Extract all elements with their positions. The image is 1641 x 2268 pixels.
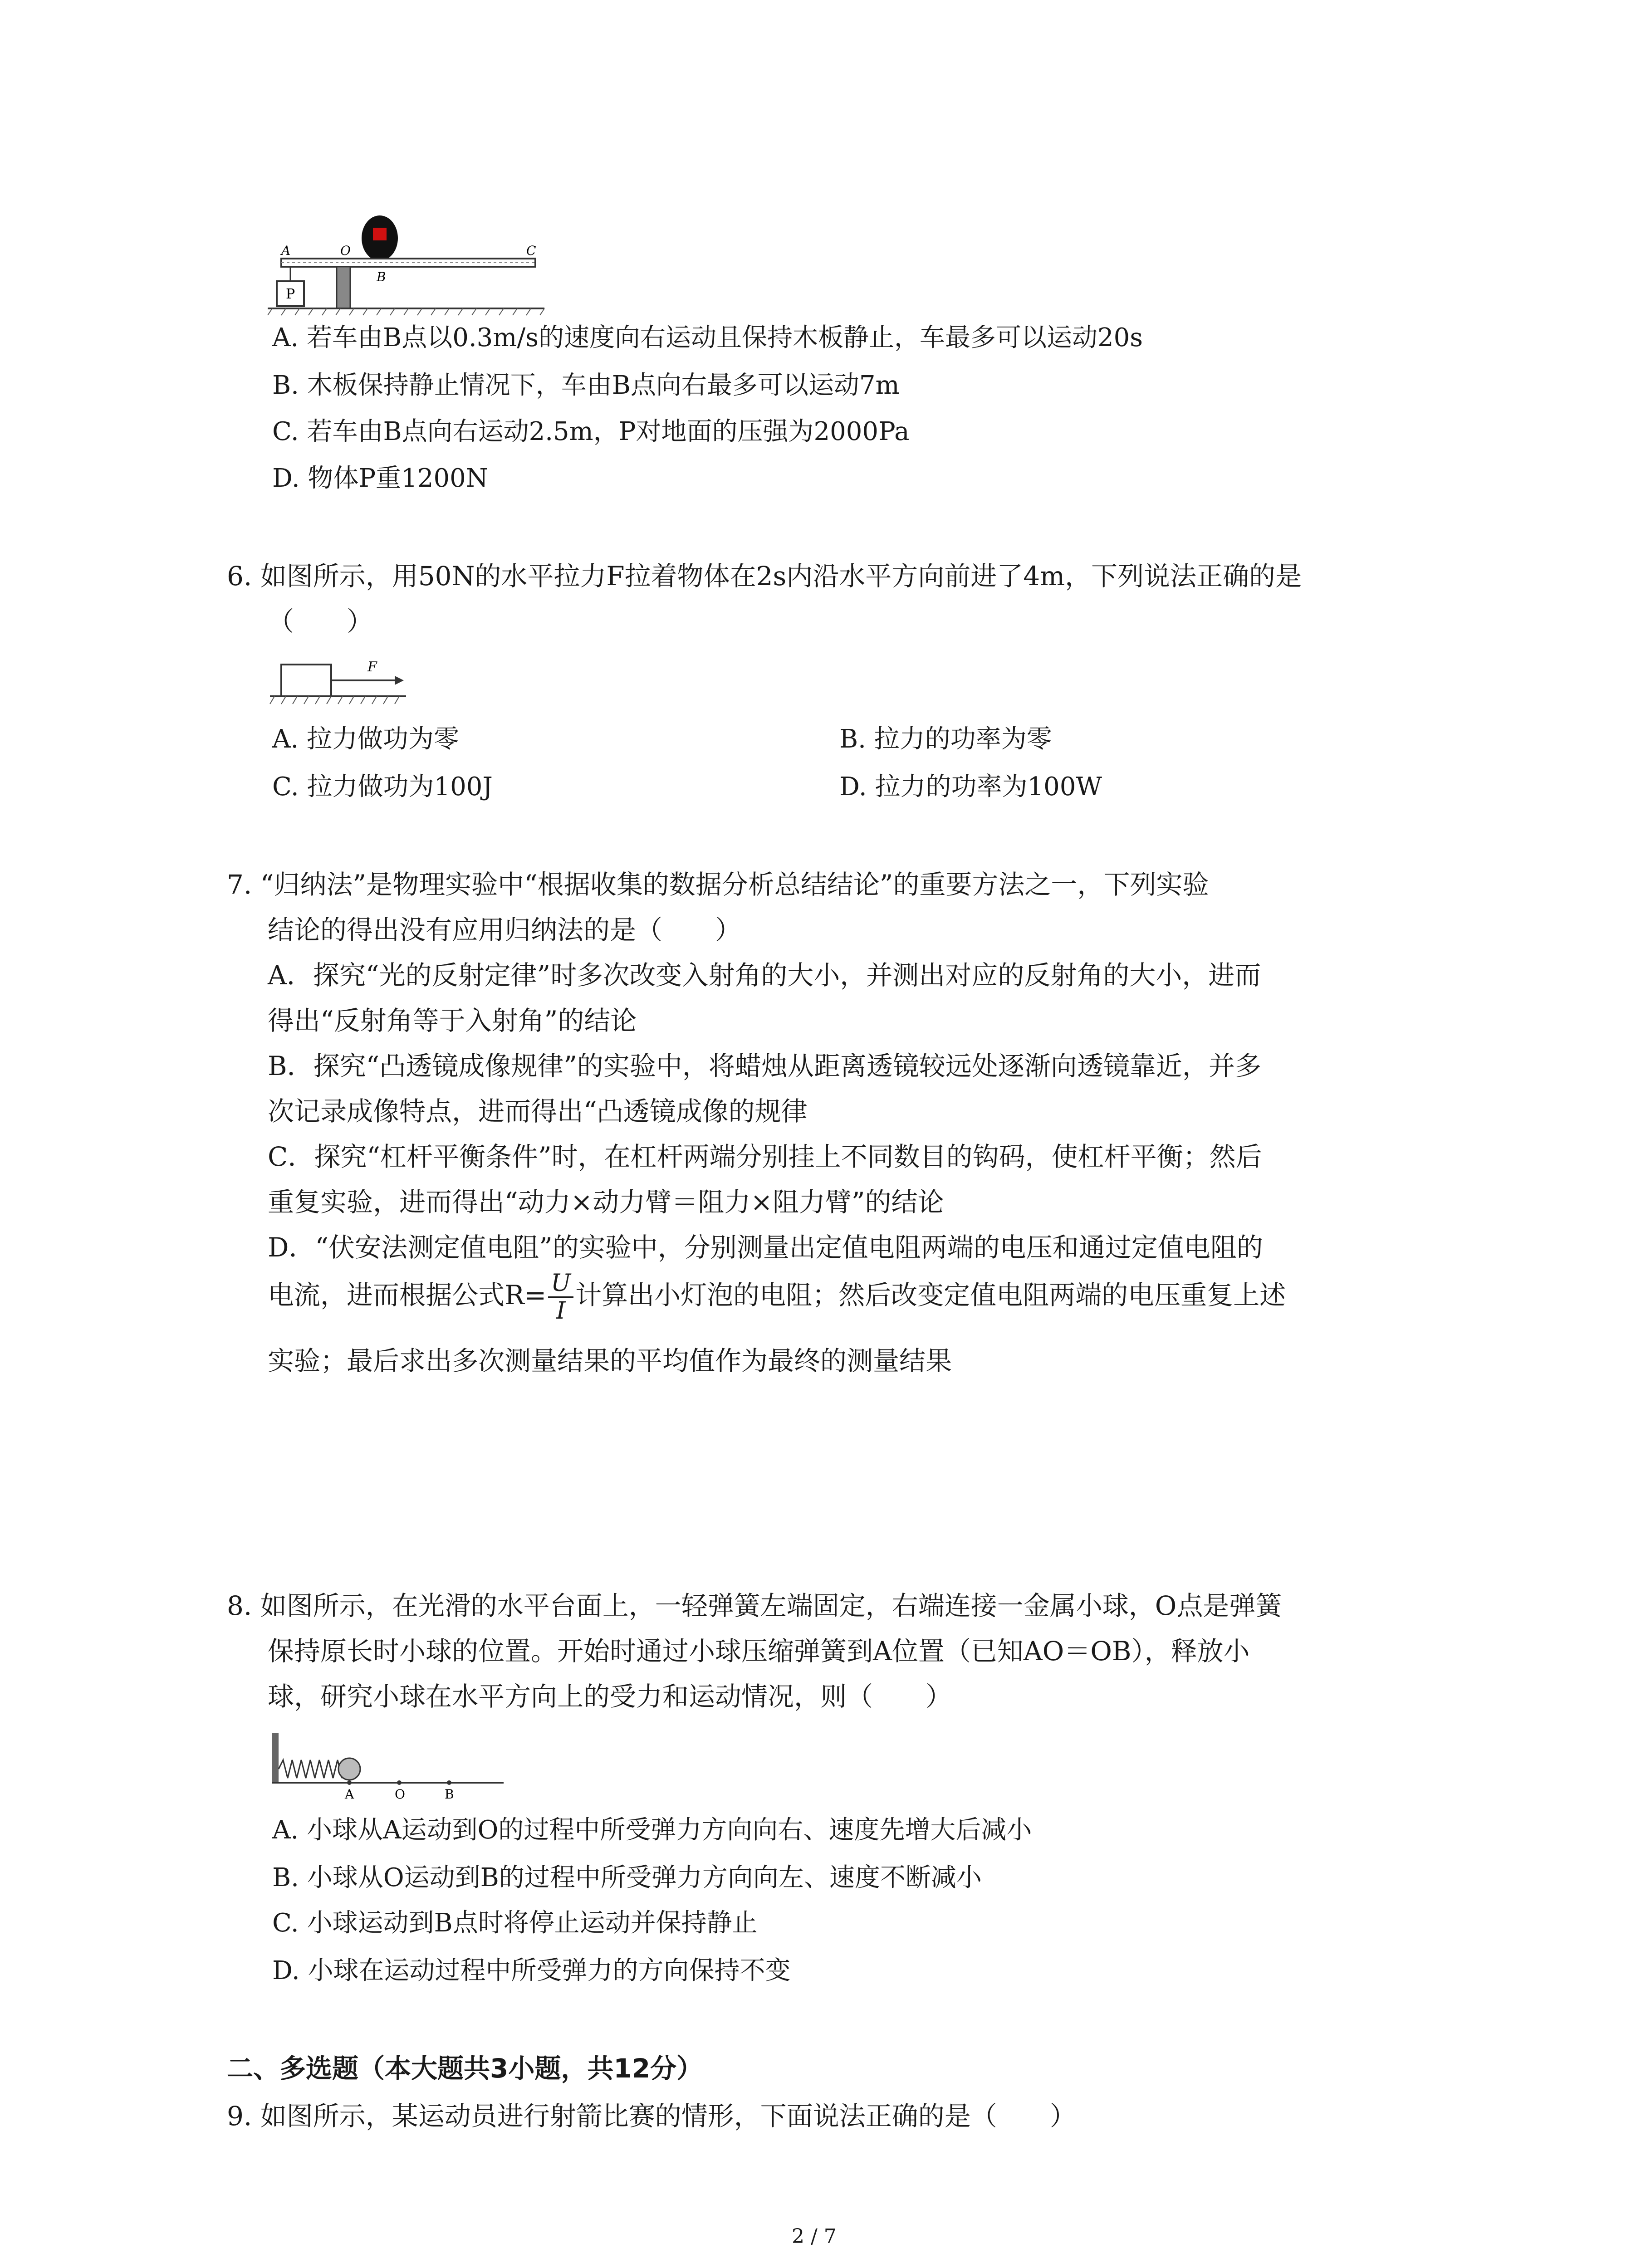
q7-line-last: 实验；最后求出多次测量结果的平均值作为最终的测量结果 <box>268 1345 952 1376</box>
q8-option-c: C. 小球运动到B点时将停止运动并保持静止 <box>272 1908 758 1938</box>
q8-option-b: B. 小球从O运动到B的过程中所受弹力方向向左、速度不断减小 <box>272 1863 982 1892</box>
q8-option-a: A. 小球从A运动到O的过程中所受弹力方向向右、速度先增大后减小 <box>272 1815 1032 1845</box>
q7-formula-suffix: 计算出小灯泡的电阻；然后改变定值电阻两端的电压重复上述 <box>575 1280 1286 1310</box>
q7-line-8: 重复实验，进而得出“动力×动力臂＝阻力×阻力臂”的结论 <box>268 1187 944 1217</box>
arrow-right-icon <box>395 676 404 685</box>
q8-option-d: D. 小球在运动过程中所受弹力的方向保持不变 <box>272 1956 791 1985</box>
label-o: O <box>395 1787 405 1801</box>
q7-line-5: B．探究“凸透镜成像规律”的实验中，将蜡烛从距离透镜较远处逐渐向透镜靠近，并多 <box>268 1051 1261 1081</box>
page-number: 2 / 7 <box>792 2225 837 2248</box>
q7-line-7: C．探究“杠杆平衡条件”时，在杠杆两端分别挂上不同数目的钩码，使杠杆平衡；然后 <box>268 1141 1262 1172</box>
ball-icon <box>338 1758 360 1780</box>
q7-line-4: 得出“反射角等于入射角”的结论 <box>268 1005 637 1036</box>
q7-line-1: 7. “归纳法”是物理实验中“根据收集的数据分析总结结论”的重要方法之一，下列实验 <box>227 869 1209 900</box>
label-o: O <box>340 243 351 258</box>
q6-option-d: D. 拉力的功率为100W <box>839 772 1102 802</box>
q7-fraction-num: U <box>548 1270 573 1298</box>
q7-fraction-den: I <box>556 1297 566 1325</box>
q7-formula-prefix: 电流，进而根据公式R= <box>268 1280 547 1310</box>
label-c: C <box>526 243 536 258</box>
q6-stem-line2: （ ） <box>268 606 373 637</box>
label-a: A <box>281 243 291 258</box>
block-icon <box>281 665 331 696</box>
pivot-support <box>337 267 350 308</box>
q6-figure <box>268 649 413 712</box>
q7-fraction <box>548 1270 573 1324</box>
q7-formula-line <box>268 1266 1286 1325</box>
q5-figure <box>263 213 554 318</box>
label-p: P <box>286 286 295 302</box>
label-b: B <box>445 1787 454 1801</box>
label-b: B <box>377 269 386 284</box>
q5-option-a: A. 若车由B点以0.3m/s的速度向右运动且保持木板静止，车最多可以运动20s <box>272 323 1143 352</box>
q6-stem-line1: 6. 如图所示，用50N的水平拉力F拉着物体在2s内沿水平方向前进了4m，下列说法正确的是 <box>227 561 1302 591</box>
q8-line-1: 8. 如图所示，在光滑的水平台面上，一轻弹簧左端固定，右端连接一金属小球，O点是弹簧 <box>227 1590 1282 1621</box>
q5-option-c: C. 若车由B点向右运动2.5m，P对地面的压强为2000Pa <box>272 417 910 446</box>
q7-line-9: D．“伏安法测定值电阻”的实验中，分别测量出定值电阻两端的电压和通过定值电阻的 <box>268 1232 1263 1263</box>
q5-option-d: D. 物体P重1200N <box>272 464 488 493</box>
section-heading: 二、多选题（本大题共3小题，共12分） <box>227 2053 703 2084</box>
q7-line-3: A．探究“光的反射定律”时多次改变入射角的大小，并测出对应的反射角的大小，进而 <box>268 960 1261 991</box>
car-window <box>373 228 387 240</box>
q9-stem: 9. 如图所示，某运动员进行射箭比赛的情形，下面说法正确的是（ ） <box>227 2101 1076 2131</box>
q6-option-c: C. 拉力做功为100J <box>272 772 493 802</box>
q7-line-6: 次记录成像特点，进而得出“凸透镜成像的规律 <box>268 1096 808 1127</box>
label-a: A <box>345 1787 354 1801</box>
q6-option-a: A. 拉力做功为零 <box>272 724 460 754</box>
q8-line-2: 保持原长时小球的位置。开始时通过小球压缩弹簧到A位置（已知AO＝OB），释放小 <box>268 1636 1250 1667</box>
q5-option-b: B. 木板保持静止情况下，车由B点向右最多可以运动7m <box>272 371 900 400</box>
q7-line-2: 结论的得出没有应用归纳法的是（ ） <box>268 914 742 945</box>
q6-option-b: B. 拉力的功率为零 <box>839 724 1052 754</box>
q8-figure <box>268 1728 513 1801</box>
wall <box>272 1733 279 1783</box>
q8-line-3: 球，研究小球在水平方向上的受力和运动情况，则（ ） <box>268 1681 952 1712</box>
force-label: F <box>367 659 377 675</box>
